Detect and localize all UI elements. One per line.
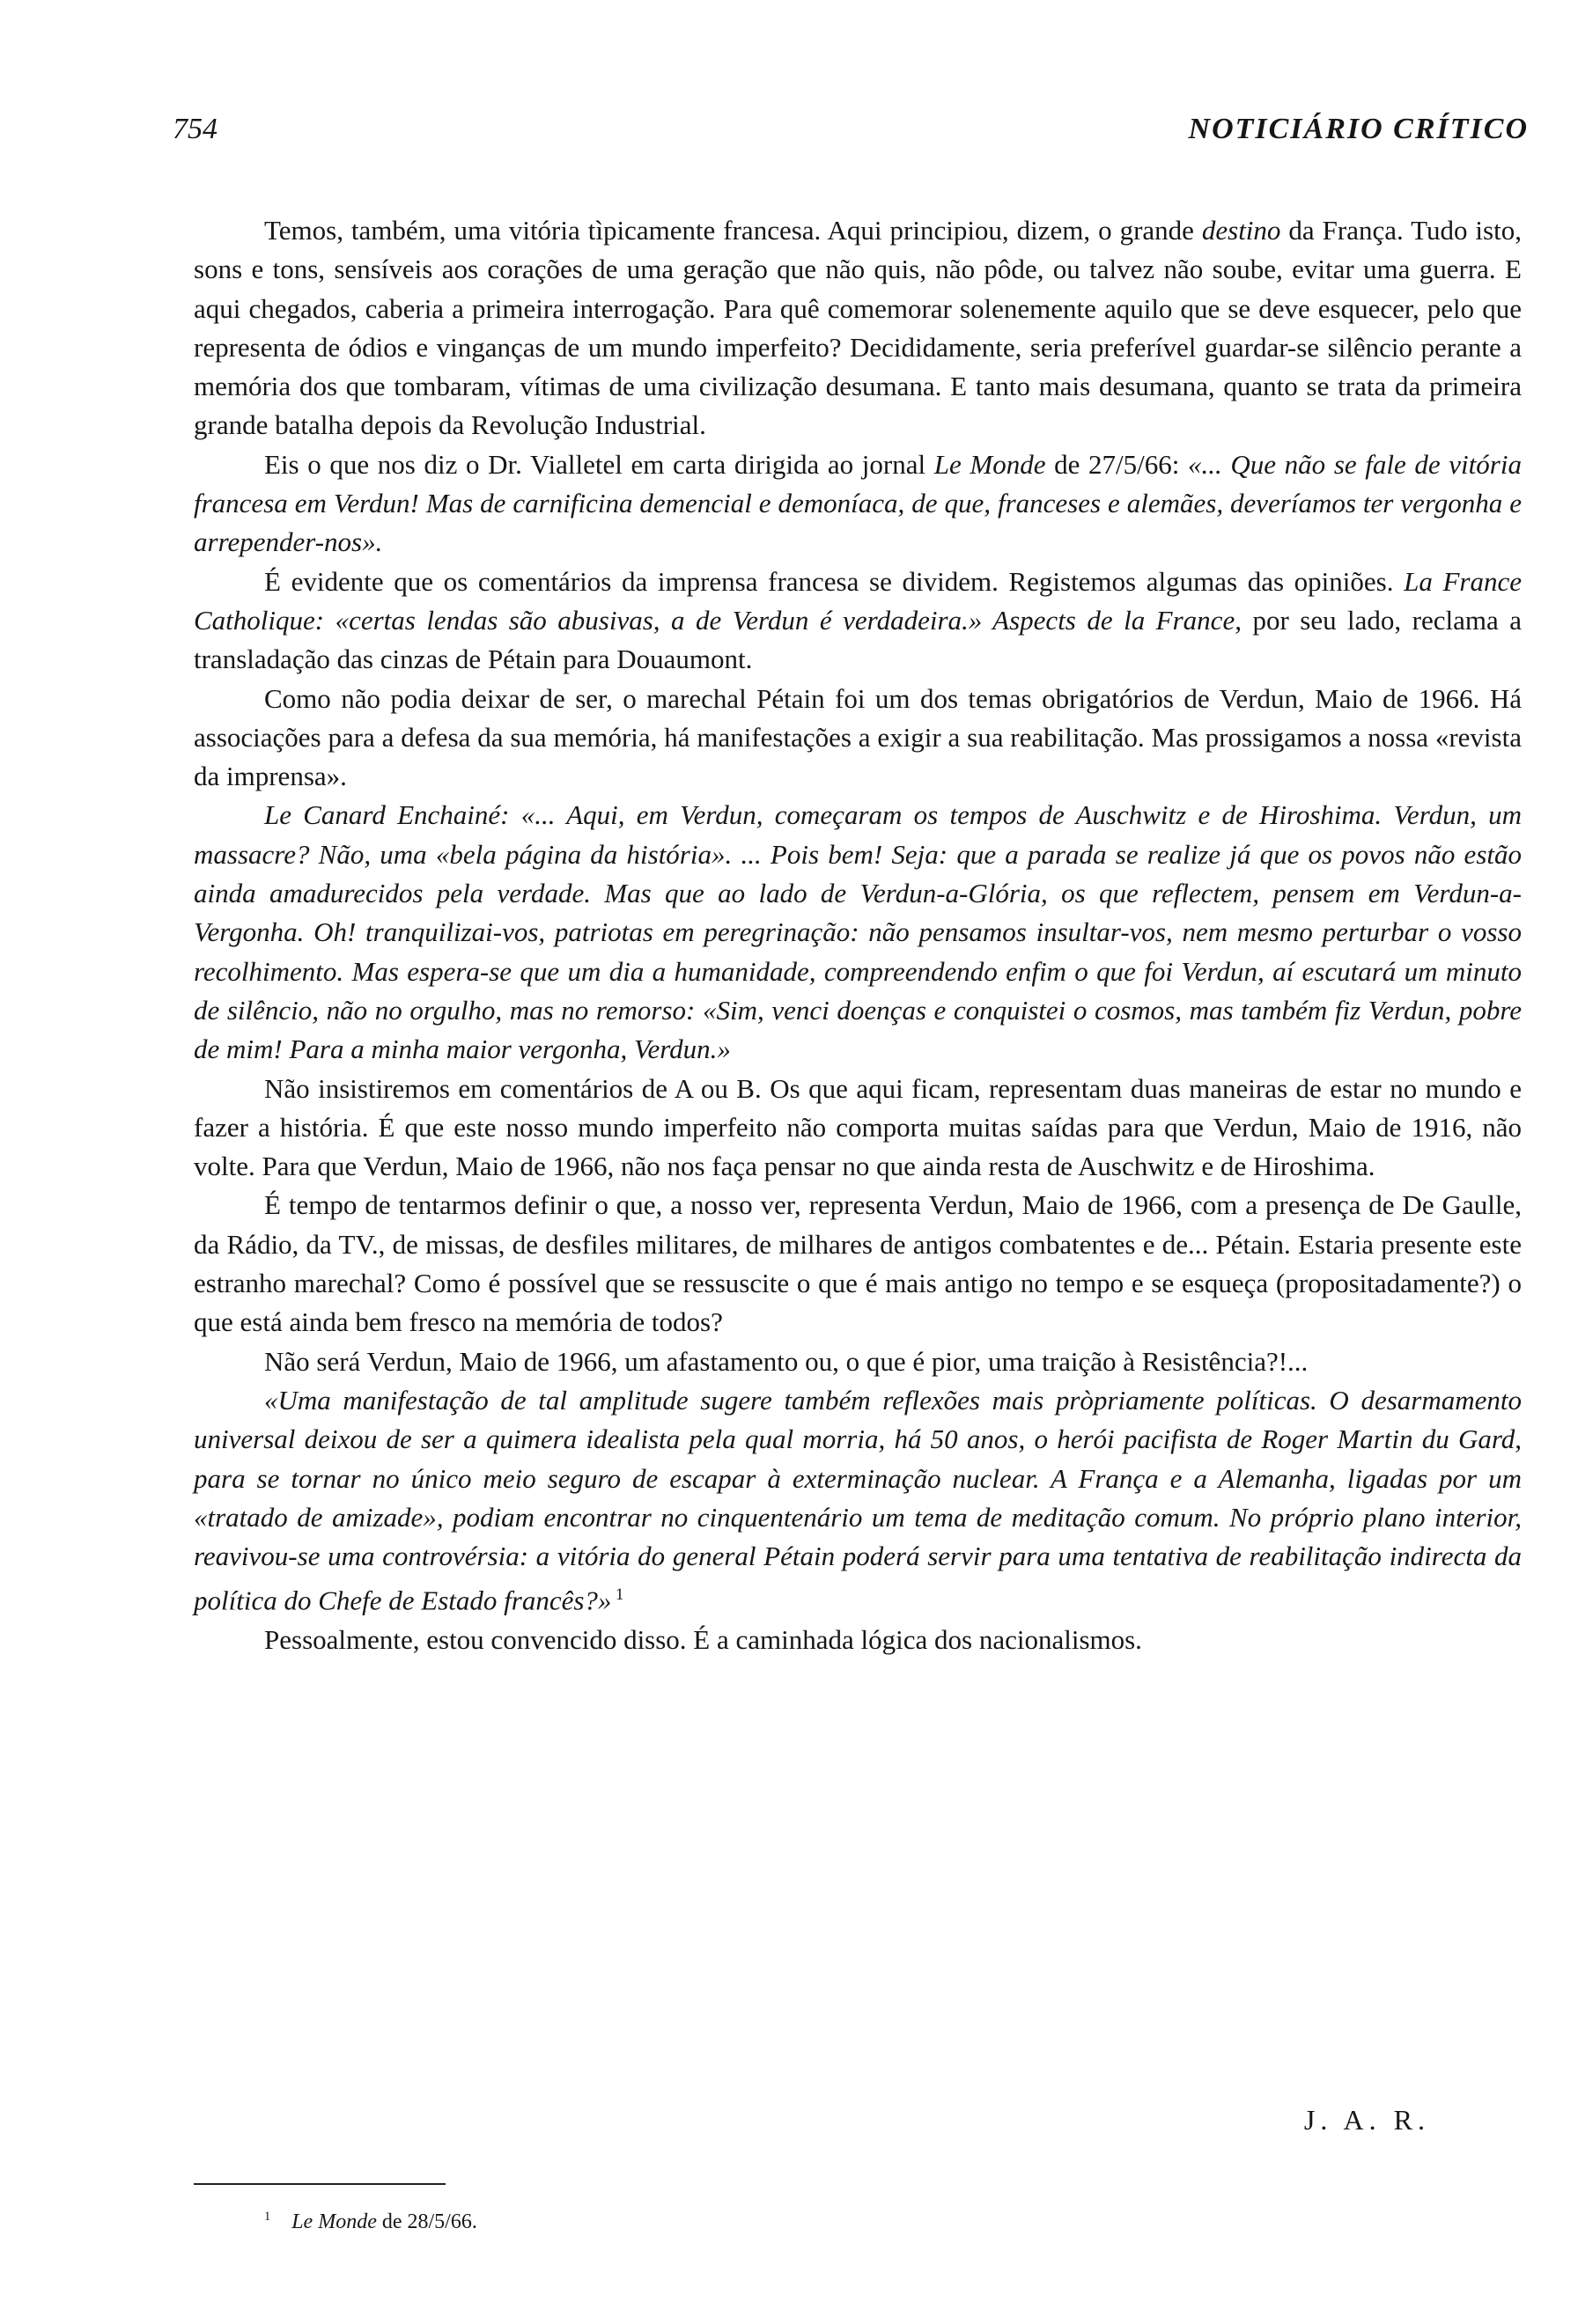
text-run: É evidente que os comentários da imprensa francesa se dividem. Registemos algumas das opiniões. [264,565,1405,597]
text-run: por seu lado, reclama a transladação das cinzas de Pétain para Douaumont. [194,604,1522,675]
footnote-source: Le Monde [291,2210,377,2233]
author-signature: J. A. R. [1303,2104,1430,2136]
italic-run: Le Monde [933,448,1046,480]
italic-run: «... Que não se fale de vitória francesa em Verdun! Mas de carnificina demencial e demoníaca, de que, franceses e alemães, deveríamos ter vergonha e arrepender-nos». [194,448,1522,558]
paragraph [194,1186,1522,1342]
paragraph [194,680,1522,797]
footnote-marker: 1 [264,2210,271,2224]
paragraph [194,1070,1522,1187]
text-run: Não será Verdun, Maio de 1966, um afastamento ou, o que é pior, uma traição à Resistência?!... [264,1345,1309,1377]
text-run: Temos, também, uma vitória tìpicamente francesa. Aqui principiou, dizem, o grande [264,215,1202,246]
text-run: Não insistiremos em comentários de A ou B. Os que aqui ficam, representam duas maneiras de estar no mundo e fazer a história. É que este nosso mundo imperfeito não comporta muitas saídas para que Verdun, Maio de 1916, não volte. Para que Verdun, Maio de 1966, não nos faça pensar no que ainda resta de Auschwitz e de Hiroshima. [194,1072,1522,1182]
paragraph [194,796,1522,1069]
paragraph [194,445,1522,563]
paragraph [194,1381,1522,1621]
text-run: Pessoalmente, estou convencido disso. É a caminhada lógica dos nacionalismos. [264,1624,1142,1656]
page-header [173,113,1529,165]
text-run: da França. Tudo isto, sons e tons, sensíveis aos corações de uma geração que não quis, não pôde, ou talvez não soube, evitar uma guerra. E aqui chegados, caberia a primeira interrogação. Para quê comemorar solenemente aquilo que se deve esquecer, pelo que representa de ódios e vinganças de um mundo imperfeito? Decididamente, seria preferível guardar-se silêncio perante a memória dos que tombaram, vítimas de uma civilização desumana. E tanto mais desumana, quanto se trata da primeira grande batalha depois da Revolução Industrial. [194,215,1522,441]
paragraph [194,1342,1522,1381]
article-body [194,211,1522,1659]
text-run: Eis o que nos diz o Dr. Vialletel em carta dirigida ao jornal [264,448,934,480]
footnote-text: de 28/5/66. [381,2210,477,2233]
italic-run: destino [1201,215,1281,246]
italic-run: La France Catholique: «certas lendas são abusivas, a de Verdun é verdadeira.» Aspects de la France, [194,565,1522,636]
paragraph [194,211,1522,445]
text-run: de 27/5/66: [1045,448,1188,480]
footnote-reference: 1 [611,1585,624,1605]
footnote [264,2210,477,2234]
paragraph [194,1621,1522,1659]
running-title: NOTICIÁRIO CRÍTICO [1188,113,1529,145]
italic-run: Le Canard Enchainé: «... Aqui, em Verdun, começaram os tempos de Auschwitz e de Hiroshima. Verdun, um massacre? Não, uma «bela página da história». ... Pois bem! Seja: que a parada se realize já que os povos não estão ainda amadurecidos pela verdade. Mas que ao lado de Verdun-a-Glória, os que reflectem, pensem em Verdun-a-Vergonha. Oh! tranquilizai-vos, patriotas em peregrinação: não pensamos insultar-vos, nem mesmo perturbar o vosso recolhimento. Mas espera-se que um dia a humanidade, compreendendo enfim o que foi Verdun, aí escutará um minuto de silêncio, não no orgulho, mas no remorso: «Sim, venci doenças e conquistei o cosmos, mas também fiz Verdun, pobre de mim! Para a minha maior vergonha, Verdun.» [194,799,1522,1065]
italic-run: «Uma manifestação de tal amplitude sugere também reflexões mais pròpriamente políticas. O desarmamento universal deixou de ser a quimera idealista pela qual morria, há 50 anos, o herói pacifista de Roger Martin du Gard, para se tornar no único meio seguro de escapar à exterminação nuclear. A França e a Alemanha, ligadas por um «tratado de amizade», podiam encontrar no cinquentenário um tema de meditação comum. No próprio plano interior, reavivou-se uma controvérsia: a vitória do general Pétain poderá servir para uma tentativa de reabilitação indirecta da política do Chefe de Estado francês?» [194,1384,1522,1616]
page-number: 754 [173,113,218,145]
text-run: É tempo de tentarmos definir o que, a nosso ver, representa Verdun, Maio de 1966, com a presença de De Gaulle, da Rádio, da TV., de missas, de desfiles militares, de milhares de antigos combatentes e de... Pétain. Estaria presente este estranho marechal? Como é possível que se ressuscite o que é mais antigo no tempo e se esqueça (propositadamente?) o que está ainda bem fresco na memória de todos? [194,1189,1522,1338]
paragraph [194,563,1522,680]
footnote-divider [194,2183,446,2185]
text-run: Como não podia deixar de ser, o marechal Pétain foi um dos temas obrigatórios de Verdun, Maio de 1966. Há associações para a defesa da sua memória, há manifestações a exigir a sua reabilitação. Mas prossigamos a nossa «revista da imprensa». [194,682,1522,792]
